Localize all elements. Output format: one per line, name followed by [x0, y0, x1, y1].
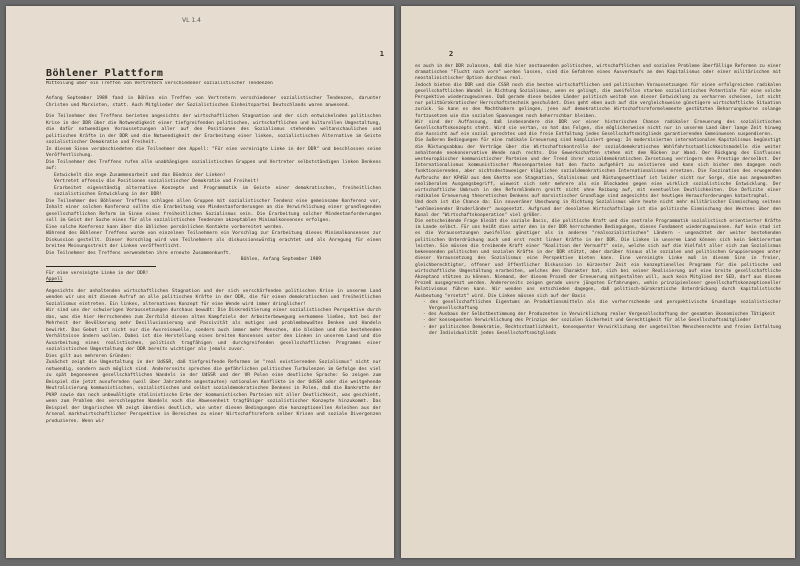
list-item: - des gesellschaftlichen Eigentums an Produktionsmitteln als die vorherrschende und perspektivische Grundlage sozialistischer Vergesellschaftung [429, 300, 781, 312]
paragraph: Wir sind uns der schwierigen Voraussetzungen durchaus bewußt: Die Diskreditierung einer sozialistischen Perspektive durch das, was die hier Herrschenden zum Zerrbild diesen alten Kampfziels der Arbeiterbewegung verkommen ließen, hat bei der Mehrheit der Bevölkerung mehr Desillusionierung und Passivität als mutiges und problembewußtes Denken und Handeln bewirkt. Das Gebot ist nicht nur die Ausreisewelle, sondern auch immer mehr Menschen, die bleiben und die bestehenden Verhältnisse ändern wollen. Dabei ist die Herstellung eines breiten Konsenses unter den Linken in unserem Land und die Ausarbeitung eines realistischen, politisch tragfähigen und durchgreifenden gesellschaftlichen Programms einer sozialistischen Umgestaltung der DDR bereits wichtiger als jemals zuvor. [46, 308, 381, 352]
paragraph: In diesem Sinne verabschiedeten die Teilnehmer den Appell: "Für eine vereinigte Linke in der DDR" und beschlossen seine Veröffentlichung. [46, 146, 381, 158]
paragraph: Die Teilnehmer des Treffens berieten angesichts der wirtschaftlichen Stagnation und der sich entwickelnden politischen Krise in der DDR über die Notwendigkeit einer tiefgreifenden politischen, wirtschaftlichen und kulturellen Umgestaltung, die dafür notwendigen Voraussetzungen aller auf den Positionen des Sozialismus stehenden weltanschaulichen und politischen Kräfte in der DDR und die Notwendigkeit der Erarbeitung einer linken, sozialistischen Alternative im Geiste sozialistischer Demokratie und Freiheit. [46, 114, 381, 145]
paragraph: es auch in der DDR zulassen, daß die hier anstauenden politischen, wirtschaftlichen und sozialen Probleme überfällige Reformen zu einer dramatischen "Flucht nach vorn" werden lassen, sind die Gefahren eines Ausverkaufs an den Kapitalismus oder einer militärischen mit neostalinistischer Option durchaus real. [415, 64, 781, 82]
principles-list [415, 300, 781, 337]
paragraph: Angesichts der anhaltenden wirtschaftlichen Stagnation und der sich verschärfenden politischen Krise in unserem Land wenden wir uns mit diesem Aufruf an alle politischen Kräfte in der DDR, die für einen demokratischen und freiheitlichen Sozialismus eintreten. Ein linkes, alternatives Konzept für eine Wende wird immer dringlicher! [46, 288, 381, 307]
paragraph: Dies gilt aus mehreren Gründen: [46, 353, 132, 359]
list-item: Erarbeitet eigenständig alternative Konzepte und Programmatik im Geiste einer demokratischen, freiheitlichen sozialistischen Entwicklung in der DDR! [54, 185, 381, 197]
paragraph: Die Teilnehmer des Treffens rufen alle unabhängigen sozialistischen Gruppen und Vertreter selbstständigen linken Denkens auf: [46, 159, 381, 171]
paragraph: Jedoch bieten die DDR und die CSSR noch die besten wirtschaftlichen und politischen Voraussetzungen für einen erfolgreichen radikalen gesellschaftlichen Wandel in Richtung Sozialismus, wenn es gelingt, die zweifellos starken sozialistischen Potentiale für eine solche Perspektive wiederzugewinnen. Daß gerade diese beiden Länder politisch weitab von dieser Entwicklung zu verharren scheinen, ist nicht nur politbürokratischer Herrschaftstechnik geschuldet. Dies geht eben auch auf die vergleichsweise günstigere wirtschaftliche Situation zurück. So kann es den Machthabern gelingen, jene auf demokratische Wirtschaftsreformelemente gestützten Beharrungskurse solange fortzusetzen wie die sozialen Spannungen noch beherrschbar bleiben. [415, 82, 781, 119]
archive-stamp: VL 1.4 [182, 17, 201, 24]
page-number: 2 [449, 50, 454, 58]
paragraph: Die entscheidende Frage bleibt die soziale Basis, die politische Kraft und die zentrale Programmatik sozialistisch orientierter Kräfte im Lande selbst. Für uns heißt dies unter den in der DDR herrschenden Bedingungen, dieses Fundament wiederzugewinnen. Auf kein stad ist es die Voraussetzungen zweifellos günstiger als in anderen "realsozialistischen" Ländern - ungeachtet der weiter bestehenden politischen Unterdrückung auch und erst recht linker Kräfte in der DDR. Die Linken in unserem Land können sich kein Sektierertum leisten. Sie müssen die treibende Kraft einer "Koalition der Vernunft" sein, welche sich auf die Vielfalt aller sich zum Sozialismus bekennenden politischen und sozialen Kräfte in der DDR stützt, aber darüber hinaus alle sozialen und politischen Gruppierungen unter dieser Voraussetzung des Sozialismus eine Perspektive bieten kann. Eine vereinigte Linke muß in diesem Sinn in freier, gleichberechtigter, offener und öffentlicher Diskussion in kürzester Zeit ein konzeptionelles Programm für die politische und wirtschaftliche Umgestaltung erarbeiten, welches den Charakter hat, sich bei seiner Realisierung auf eine breite gesellschaftliche Akzeptanz stützen zu können. Niemand, der diesem Prozeß der Erneuerung mitgestalten will, auch kein Mitglied der SED, darf aus diesem Prozeß ausgegrenzt werden. Andererseits zeigen gerade unsre jüngsten Erfahrungen, wohin prinzipienloser gesellschaftskonzeptioneller Relativismus führen kann. Wir wenden uns entschieden dagegen, daß politisch-bürokratische Unterdrückung durch kapitalistische Ausbeutung "ersetzt" wird. Die Linken müssen sich auf der Basis [415, 219, 781, 299]
signature-line: Böhlen, Anfang September 1989 [240, 257, 321, 262]
divider [46, 266, 156, 267]
document-title: Böhlener Plattform [46, 68, 164, 79]
appeal-heading: Für eine vereinigte Linke in der DDR! [46, 270, 149, 276]
paragraph: Und doch ist die Chance da: Ein souveräner Umschwung in Richtung Sozialismus wäre heute nicht mehr militärischer Einmischung seitens "wohlmeinender Bruderländer" ausgesetzt. Aufgrund der desolaten Wirtschaftslage ist die politische Einmischung des Westens über den Kanal der "Wirtschaftskooperation" viel größer. [415, 200, 781, 218]
list-item: - des Ausbaus der Selbstbestimmung der Produzenten in Verwirklichung realer Vergesellschaftung der gesamten ökonomischen Tätigkeit [429, 312, 781, 318]
list-item: - der konsequenten Verwirklichung des Prinzips der sozialen Sicherheit und Gerechtigkeit für alle Gesellschaftsmitglieder [429, 318, 781, 324]
paragraph: Anfang September 1989 fand in Böhlen ein Treffen von Vertretern verschiedener sozialistischer Tendenzen, darunter Christen und Marxisten, statt. Auch Mitglieder der Sozialistischen Einheitspartei Deutschlands waren anwesend. [46, 96, 381, 108]
document-body [46, 96, 381, 425]
paragraph: Zunächst zeigt die Umgestaltung in der UdSSR, daß tiefgreifende Reformen im "real existierenden Sozialismus" nicht nur notwendig, sondern auch möglich sind. Andererseits sprechen die gefährlichen politischen Turbulenzen im Gefolge des viel zu spät begonnenen gesellschaftlichen Wandels in der UdSSR und der VR Polen eine deutliche Sprache: So zeigen zum Beispiel die jetzt ausufernden (weil über Jahrzehnte angestauten) nationalen Konflikte in der UdSSR oder die weitgehende Neutralisierung kommunistischen, sozialistischen und selbst sozialdemokratischen Denkens in Polen, daß die Bankrotte der PVAP sowie das noch unbewältigte stalinistische Erbe der kommunistischen Parteien mit aller Deutlichkeit, was geschieht, wenn zum Problem des verschleppten Wandels noch die Abwesenheit tragfähiger sozialistischer Konzepte hinzukommt. Das Beispiel der Ungarischen VR zeigt überdies deutlich, wie unter diesen Bedingungen die konzeptionellen Anleihen aus der Arsenal marktwirtschaftlicher Perspektive in Bereichen zu einer Wirtschaftsreform selber Krisen und soziale Divergenzen produzieren. Wenn wir [46, 360, 381, 424]
list-item: Vertretet offensiv die Positionen sozialistischer Demokratie und Freiheit! [54, 179, 259, 184]
document-body [415, 64, 781, 337]
paragraph: Während des Böhlener Treffens wurde von einzelnen Teilnehmern ein Vorschlag zur Erarbeitung dieses Minimalkonsenses zur Diskussion gestellt. Dieser Vorschlag wird von Teilnehmern als diskussionswürdig erachtet und als Anregung für einen breiten Meinungsstreit der Linken veröffentlicht. [46, 231, 381, 249]
list-item: - der politischen Demokratie, Rechtsstaatlichkeit, konsequenter Verwirklichung der ungeteilten Menschenrechte und freien Entfaltung der Individualität jedes Gesellschaftsmitglieds [429, 325, 781, 337]
list-item: Entwickelt die enge Zusammenarbeit und das Bündnis der Linken! [54, 172, 226, 178]
paragraph: Die Teilnehmer des Böhlener Treffens schlagen allen Gruppen mit sozialistischer Tendenz eine gemeinsame Konferenz vor, Inhalt einer solchen Konferenz sollte die Erarbeitung von Mindestanforderungen an die Verwirklichung einer grundlegenden gesellschaftlichen Reform im Sinne eines freiheitlichen Sozialismus sein. Die Erarbeitung solcher Mindestanforderungen soll im Geist der Suche eines für alle sozialistischen Tendenzen akzeptablen Minimalkonsenses erfolgen. [46, 198, 381, 223]
paragraph: Eine solche Konferenz kann über die üblichen persönlichen Kontakte vorbereitet werden. [46, 224, 284, 230]
page-number: 1 [379, 50, 384, 58]
document-page-1 [6, 6, 394, 558]
paragraph: Die äußeren Bedingungen für eine radikale Erneuerung sind kompliziert genug: In modernisierten internationalen Kapitalismus begünstigt die Rüstungsabbau der Verträge über die Wirtschaftskontrolle der sozialdemokratischen Wohlfahrtsstaatlichkeitsmodelle die weiter anhaltende neokonservative Wende nach rechts. Die Gewerkschaften stehen mit dem Rücken zur Wand. Der Rückgang des Einflusses westeuropäischer kommunistischer Parteien und der Trend ihrer sozialdemokratischen Zersetzung verringern den Prestige derselbst. Der Internationalismus kommunistischer Massenparteien hat den facto aufgehört zu existieren und kann sich bisher den dagegen noch funktionierenden, aber nichtsdestoweniger kläglichen sozialdemokratischen Internationalismus ersetzen. Die Faszination des erwogenden Aufbruchs der KPdSU aus dem Ghetto von Stagnation, Stalinismus und Rüstungswettlauf ist leider nicht nur Sorge, die aus angewandten neoliberalen Ausgangsbegriff, wieweit sich sehr mehrere als ein Blockaden gegen eine wirklich sozialistische Entwicklung. Der wirtschaftliche Umbruch in den Reformländern greift nicht ohne Reibung auf, mit eventuellen Deutlichkeiten. Die Defizite einer radikalen Erneuerung theoretischen Denkens auf marxistischer Grundlage sind angesichts der heutigen Herausforderungen katastrophal. [415, 138, 781, 200]
paragraph: Die Teilnehmer des Treffens verwendeten ihre erneute Zusammenkunft. [46, 250, 232, 256]
document-page-2 [401, 6, 795, 558]
appeal-label: Appell [46, 277, 63, 282]
document-subtitle: Mitteilung über ein Treffen von Vertretern verschiedener sozialistischer Tendenzen [46, 81, 273, 86]
paragraph: Wir sind der Auffassung, daß insbesondere die DDR vor einer historischen Chance radikaler Erneuerung des sozialistischen Gesellschaftskonzepts steht. Wird sie vertan, so hat das Folgen, die möglicherweise nicht nur in unserem Land über lange Zeit hinweg die Aussicht auf ein sozial gerechtes und die freie Entfaltung jedes Gesellschaftsmitglieds garantierenden Gemeinwesen suspendieren. [415, 119, 781, 138]
